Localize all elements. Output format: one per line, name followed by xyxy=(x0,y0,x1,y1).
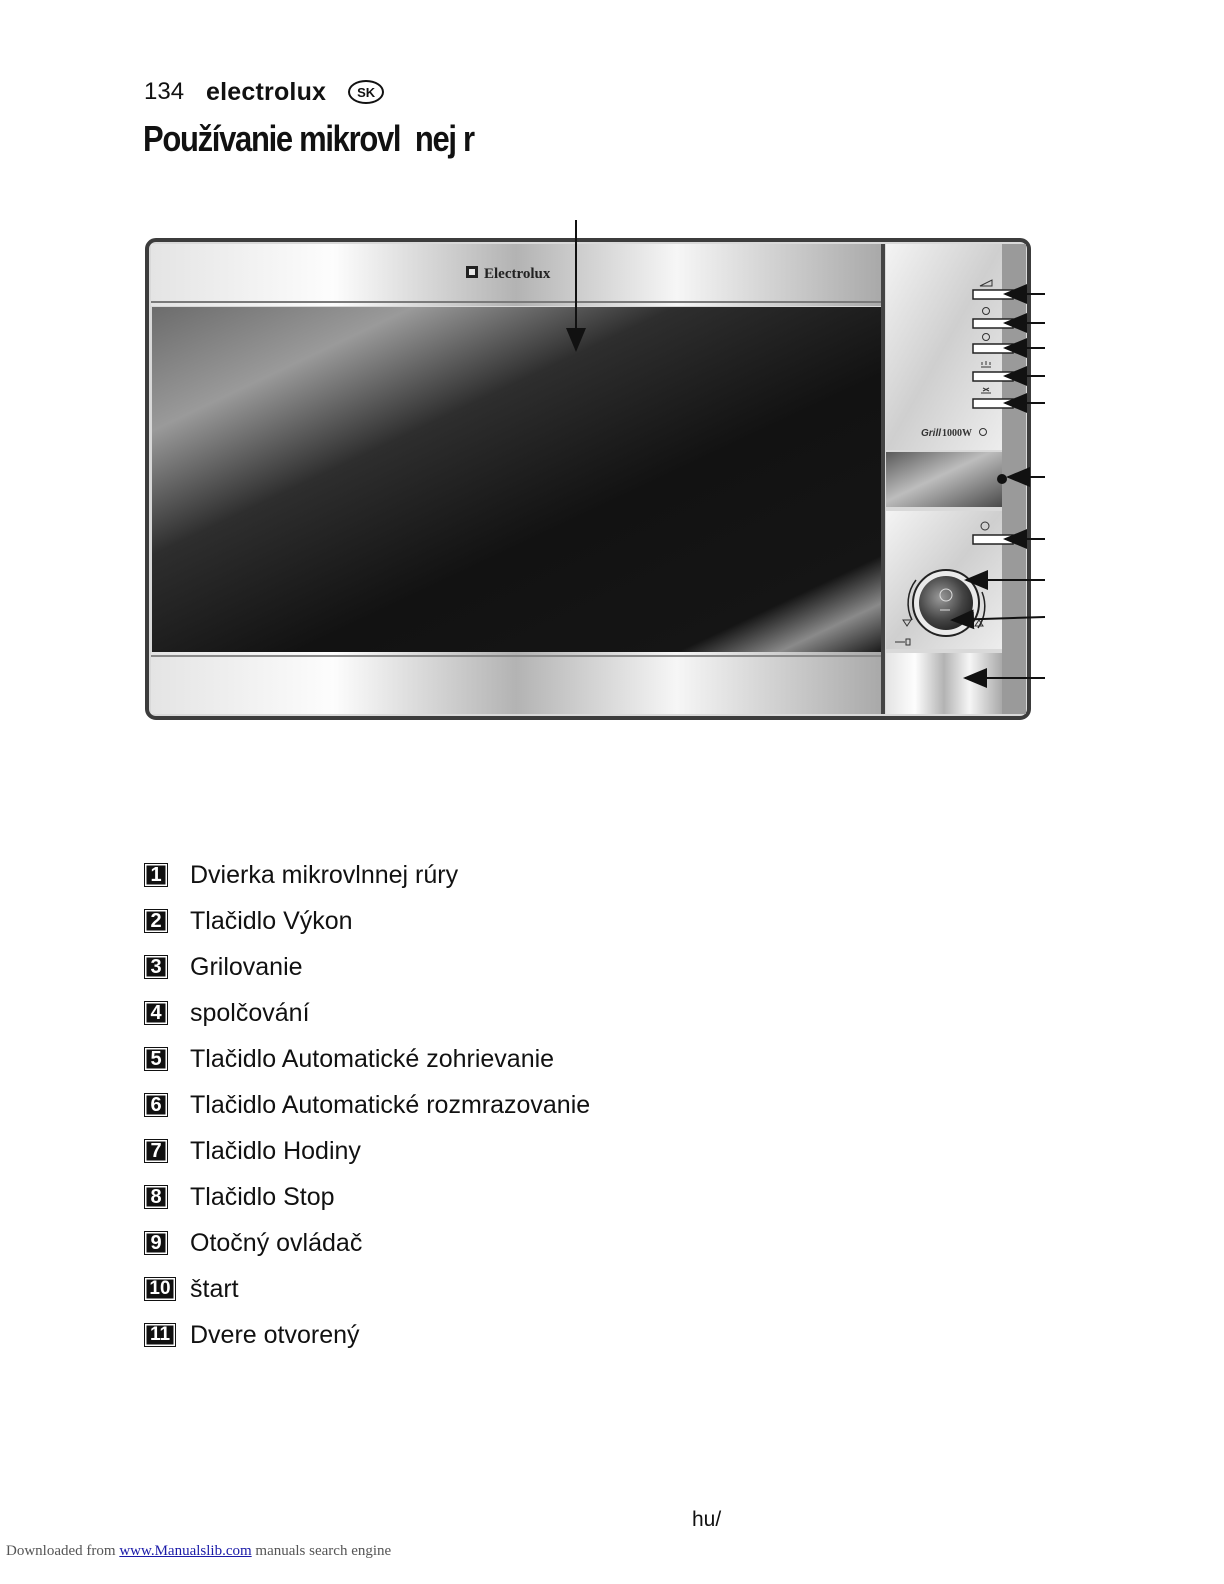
legend-item xyxy=(144,1082,590,1128)
legend-item xyxy=(144,898,590,944)
legend-number: 10 xyxy=(144,1277,176,1301)
legend-number: 2 xyxy=(144,909,168,933)
legend-label: Tlačidlo Hodiny xyxy=(190,1136,361,1165)
legend-number: 1 xyxy=(144,863,168,887)
legend-item xyxy=(144,1266,590,1312)
legend-item xyxy=(144,1128,590,1174)
brand-name: electrolux xyxy=(206,77,327,106)
door-release-panel xyxy=(886,653,1002,714)
legend-number: 11 xyxy=(144,1323,176,1347)
legend-label: Tlačidlo Stop xyxy=(190,1182,335,1211)
legend-label: Dvere otvorený xyxy=(190,1320,360,1349)
display-panel xyxy=(886,452,1002,507)
footer-code: hu/ xyxy=(692,1508,722,1531)
page-header xyxy=(144,76,384,108)
parts-legend xyxy=(144,852,590,1358)
legend-number: 8 xyxy=(144,1185,168,1209)
microwave-diagram xyxy=(140,210,1060,730)
grill-power: 1000W xyxy=(942,428,972,439)
legend-label: Tlačidlo Automatické rozmrazovanie xyxy=(190,1090,591,1119)
logo-text: Electrolux xyxy=(484,266,551,282)
legend-number: 5 xyxy=(144,1047,168,1071)
door-window xyxy=(152,307,881,652)
manualslib-link[interactable]: www.Manualslib.com xyxy=(119,1543,252,1559)
legend-number: 6 xyxy=(144,1093,168,1117)
legend-item xyxy=(144,1220,590,1266)
download-note xyxy=(6,1543,391,1560)
page-title: Používanie mikrovl nej r xyxy=(143,118,474,159)
door-bottom-strip xyxy=(151,652,881,714)
legend-item xyxy=(144,944,590,990)
legend-label: Otočný ovládač xyxy=(190,1228,363,1257)
legend-number: 3 xyxy=(144,955,168,979)
legend-label: spolčování xyxy=(190,998,310,1027)
legend-number: 9 xyxy=(144,1231,168,1255)
grill-label: Grill xyxy=(921,428,942,439)
legend-item xyxy=(144,852,590,898)
download-suffix: manuals search engine xyxy=(255,1543,392,1559)
legend-item xyxy=(144,990,590,1036)
country-code-badge: SK xyxy=(348,80,384,104)
legend-item xyxy=(144,1174,590,1220)
legend-item xyxy=(144,1312,590,1358)
legend-number: 4 xyxy=(144,1001,168,1025)
legend-label: Grilovanie xyxy=(190,952,303,981)
legend-label: štart xyxy=(190,1274,239,1303)
download-prefix: Downloaded from xyxy=(6,1543,116,1559)
legend-label: Dvierka mikrovlnnej rúry xyxy=(190,860,459,889)
page-number: 134 xyxy=(144,78,185,105)
legend-label: Tlačidlo Automatické zohrievanie xyxy=(190,1044,555,1073)
legend-item xyxy=(144,1036,590,1082)
legend-number: 7 xyxy=(144,1139,168,1163)
legend-label: Tlačidlo Výkon xyxy=(190,906,353,935)
